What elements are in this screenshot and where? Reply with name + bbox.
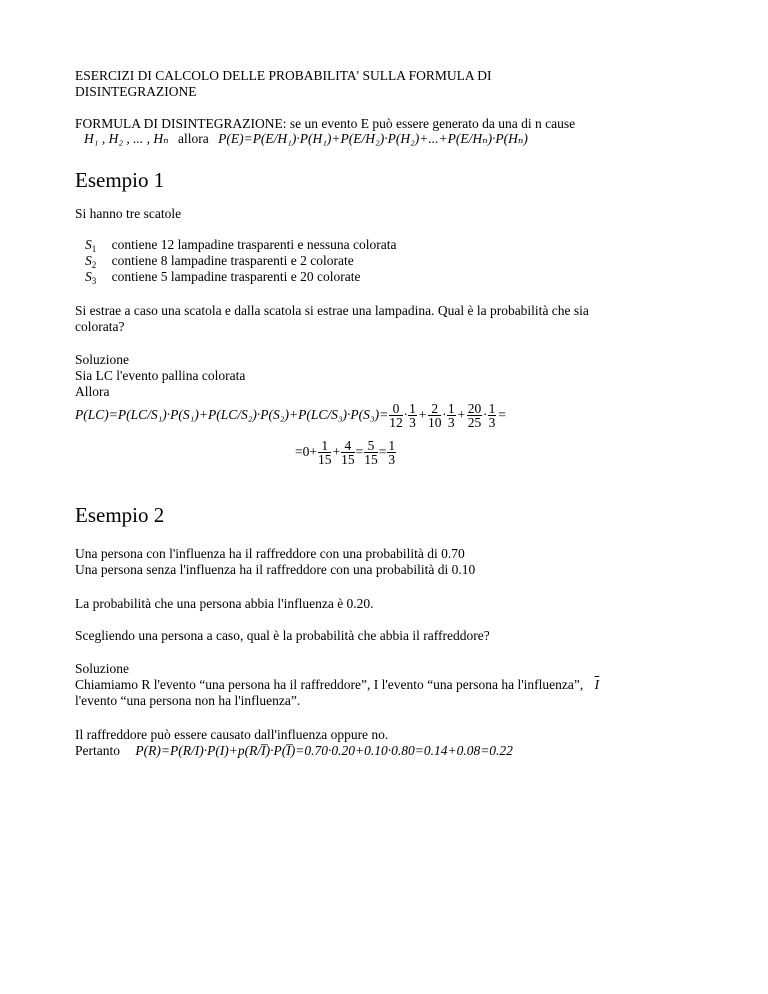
- example-1-heading: Esempio 1: [75, 168, 165, 192]
- formula-intro: FORMULA DI DISINTEGRAZIONE: se un evento E può essere generato da una di n cause: [75, 116, 576, 131]
- box-row: [85, 269, 361, 289]
- box-sub: 1: [91, 244, 97, 254]
- ex2-line-4: Scegliendo una persona a caso, qual è la probabilità che abbia il raffreddore?: [75, 628, 490, 643]
- i-bar-symbol: $\overline{I}$: [594, 677, 600, 692]
- ex2-line-1: Una persona con l'influenza ha il raffreddore con una probabilità di 0.70: [75, 546, 465, 561]
- box-name: S: [85, 253, 92, 268]
- ex1-question-1: Si estrae a caso una scatola e dalla scatola si estrae una lampadina. Qual è la probabilità che sia: [75, 303, 589, 318]
- ex2-line-7: Il raffreddore può essere causato dall'influenza oppure no.: [75, 727, 389, 742]
- ex2-final-line: [75, 743, 513, 759]
- fraction: $\frac{5}{15}$: [364, 438, 378, 468]
- ex2-line-6: l'evento “una persona non ha l'influenza”.: [75, 693, 301, 708]
- ex2-line-5-text: Chiamiamo R l'evento “una persona ha il raffreddore”, I l'evento “una persona ha l'influenza”,: [75, 677, 584, 692]
- box-name: S: [85, 237, 92, 252]
- box-sub: 2: [91, 260, 97, 270]
- fraction: $\frac{1}{3}$: [447, 401, 455, 431]
- ex2-line-5: [75, 677, 599, 693]
- fraction: $\frac{1}{15}$: [317, 438, 332, 468]
- ex1-intro: Si hanno tre scatole: [75, 206, 182, 221]
- pertanto-label: Pertanto: [75, 743, 120, 758]
- box-text: contiene 12 lampadine trasparenti e nessuna colorata: [111, 237, 397, 252]
- ex1-equation-2: =0+ $\frac{1}{15}$ + $\frac{4}{15}$ = $\frac{5}{15}$ = $\frac{1}{3}$: [295, 438, 396, 468]
- ex2-line-2: Una persona senza l'influenza ha il raffreddore con una probabilità di 0.10: [75, 562, 476, 577]
- ex2-line-3: La probabilità che una persona abbia l'influenza è 0.20.: [75, 596, 374, 611]
- doc-title-line-1: ESERCIZI DI CALCOLO DELLE PROBABILITA' SULLA FORMULA DI: [75, 68, 492, 83]
- box-text: contiene 5 lampadine trasparenti e 20 colorate: [111, 269, 361, 284]
- fraction: $\frac{20}{25}$: [467, 401, 482, 431]
- ex2-equation: P(R)=P(R/I)·P(I)+p(R/I̅)·P(I̅)=0.70·0.20+0.10·0.80=0.14+0.08=0.22: [135, 743, 513, 758]
- ex2-solution-label: Soluzione: [75, 661, 129, 676]
- fraction: $\frac{0}{12}$: [389, 401, 403, 431]
- formula-line: [84, 131, 528, 147]
- ex1-equation-1: P(LC)=P(LC/S₁)·P(S₁)+P(LC/S₂)·P(S₂)+P(LC/S₃)·P(S₃)= $\frac{0}{12}$ · $\frac{1}{3}$ + $\frac{2}{10}$ · $\frac{1}{3}$ + $\frac{20}{25}$ · $\frac{1}{3}$ =: [75, 401, 507, 431]
- ex1-sia: Sia LC l'evento pallina colorata: [75, 368, 246, 383]
- formula-causes: H₁ , H₂ , ... , Hₙ: [84, 131, 169, 146]
- ex1-solution-label: Soluzione: [75, 352, 129, 367]
- formula-expression: P(E)=P(E/H₁)·P(H₁)+P(E/H₂)·P(H₂)+...+P(E/Hₙ)·P(Hₙ): [218, 131, 528, 146]
- fraction: $\frac{2}{10}$: [427, 401, 442, 431]
- ex1-question-2: colorata?: [75, 319, 125, 334]
- fraction: $\frac{1}{3}$: [409, 401, 416, 431]
- ex1-allora: Allora: [75, 384, 110, 399]
- formula-allora: allora: [177, 131, 209, 146]
- fraction: $\frac{4}{15}$: [341, 438, 355, 468]
- box-text: contiene 8 lampadine trasparenti e 2 colorate: [111, 253, 354, 268]
- doc-title-line-2: DISINTEGRAZIONE: [75, 84, 197, 99]
- fraction: $\frac{1}{3}$: [488, 401, 496, 431]
- example-2-heading: Esempio 2: [75, 503, 165, 527]
- box-name: S: [85, 269, 92, 284]
- box-sub: 3: [91, 276, 97, 286]
- eq2-start: =0+: [295, 444, 317, 459]
- fraction: $\frac{1}{3}$: [388, 438, 396, 468]
- eq1-text: P(LC)=P(LC/S₁)·P(S₁)+P(LC/S₂)·P(S₂)+P(LC/S₃)·P(S₃)=: [75, 407, 389, 422]
